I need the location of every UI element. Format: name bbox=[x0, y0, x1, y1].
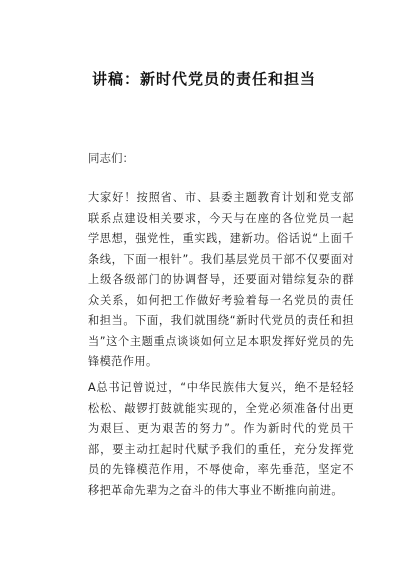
salutation: 同志们： bbox=[88, 151, 134, 165]
document-title: 讲稿：新时代党员的责任和担当 bbox=[91, 70, 316, 88]
paragraph-2: A总书记曾说过，“中华民族伟大复兴，绝不是轻轻松松、敲锣打鼓就能实现的，全党必须准备付出更为艰巨、更为艰苦的努力”。作为新时代的党员干部，要主动扛起时代赋予我们的重任，充分发挥党员的先锋模范作用，不辱使命，率先垂范，坚定不移把革命先辈为之奋斗的伟大事业不断推向前进。 bbox=[88, 381, 354, 497]
paragraph-1: 大家好！按照省、市、县委主题教育计划和党支部联系点建设相关要求，今天与在座的各位党员一起学思想，强党性，重实践，建新功。俗话说“上面千条线，下面一根针”。我们基层党员干部不仅要面对上级各级部门的协调督导，还要面对错综复杂的群众关系，如何把工作做好考验着每一名党员的责任和担当。下面，我们就围绕“新时代党员的责任和担当”这个主题重点谈谈如何立足本职发挥好党员的先锋模范作用。 bbox=[88, 191, 354, 368]
